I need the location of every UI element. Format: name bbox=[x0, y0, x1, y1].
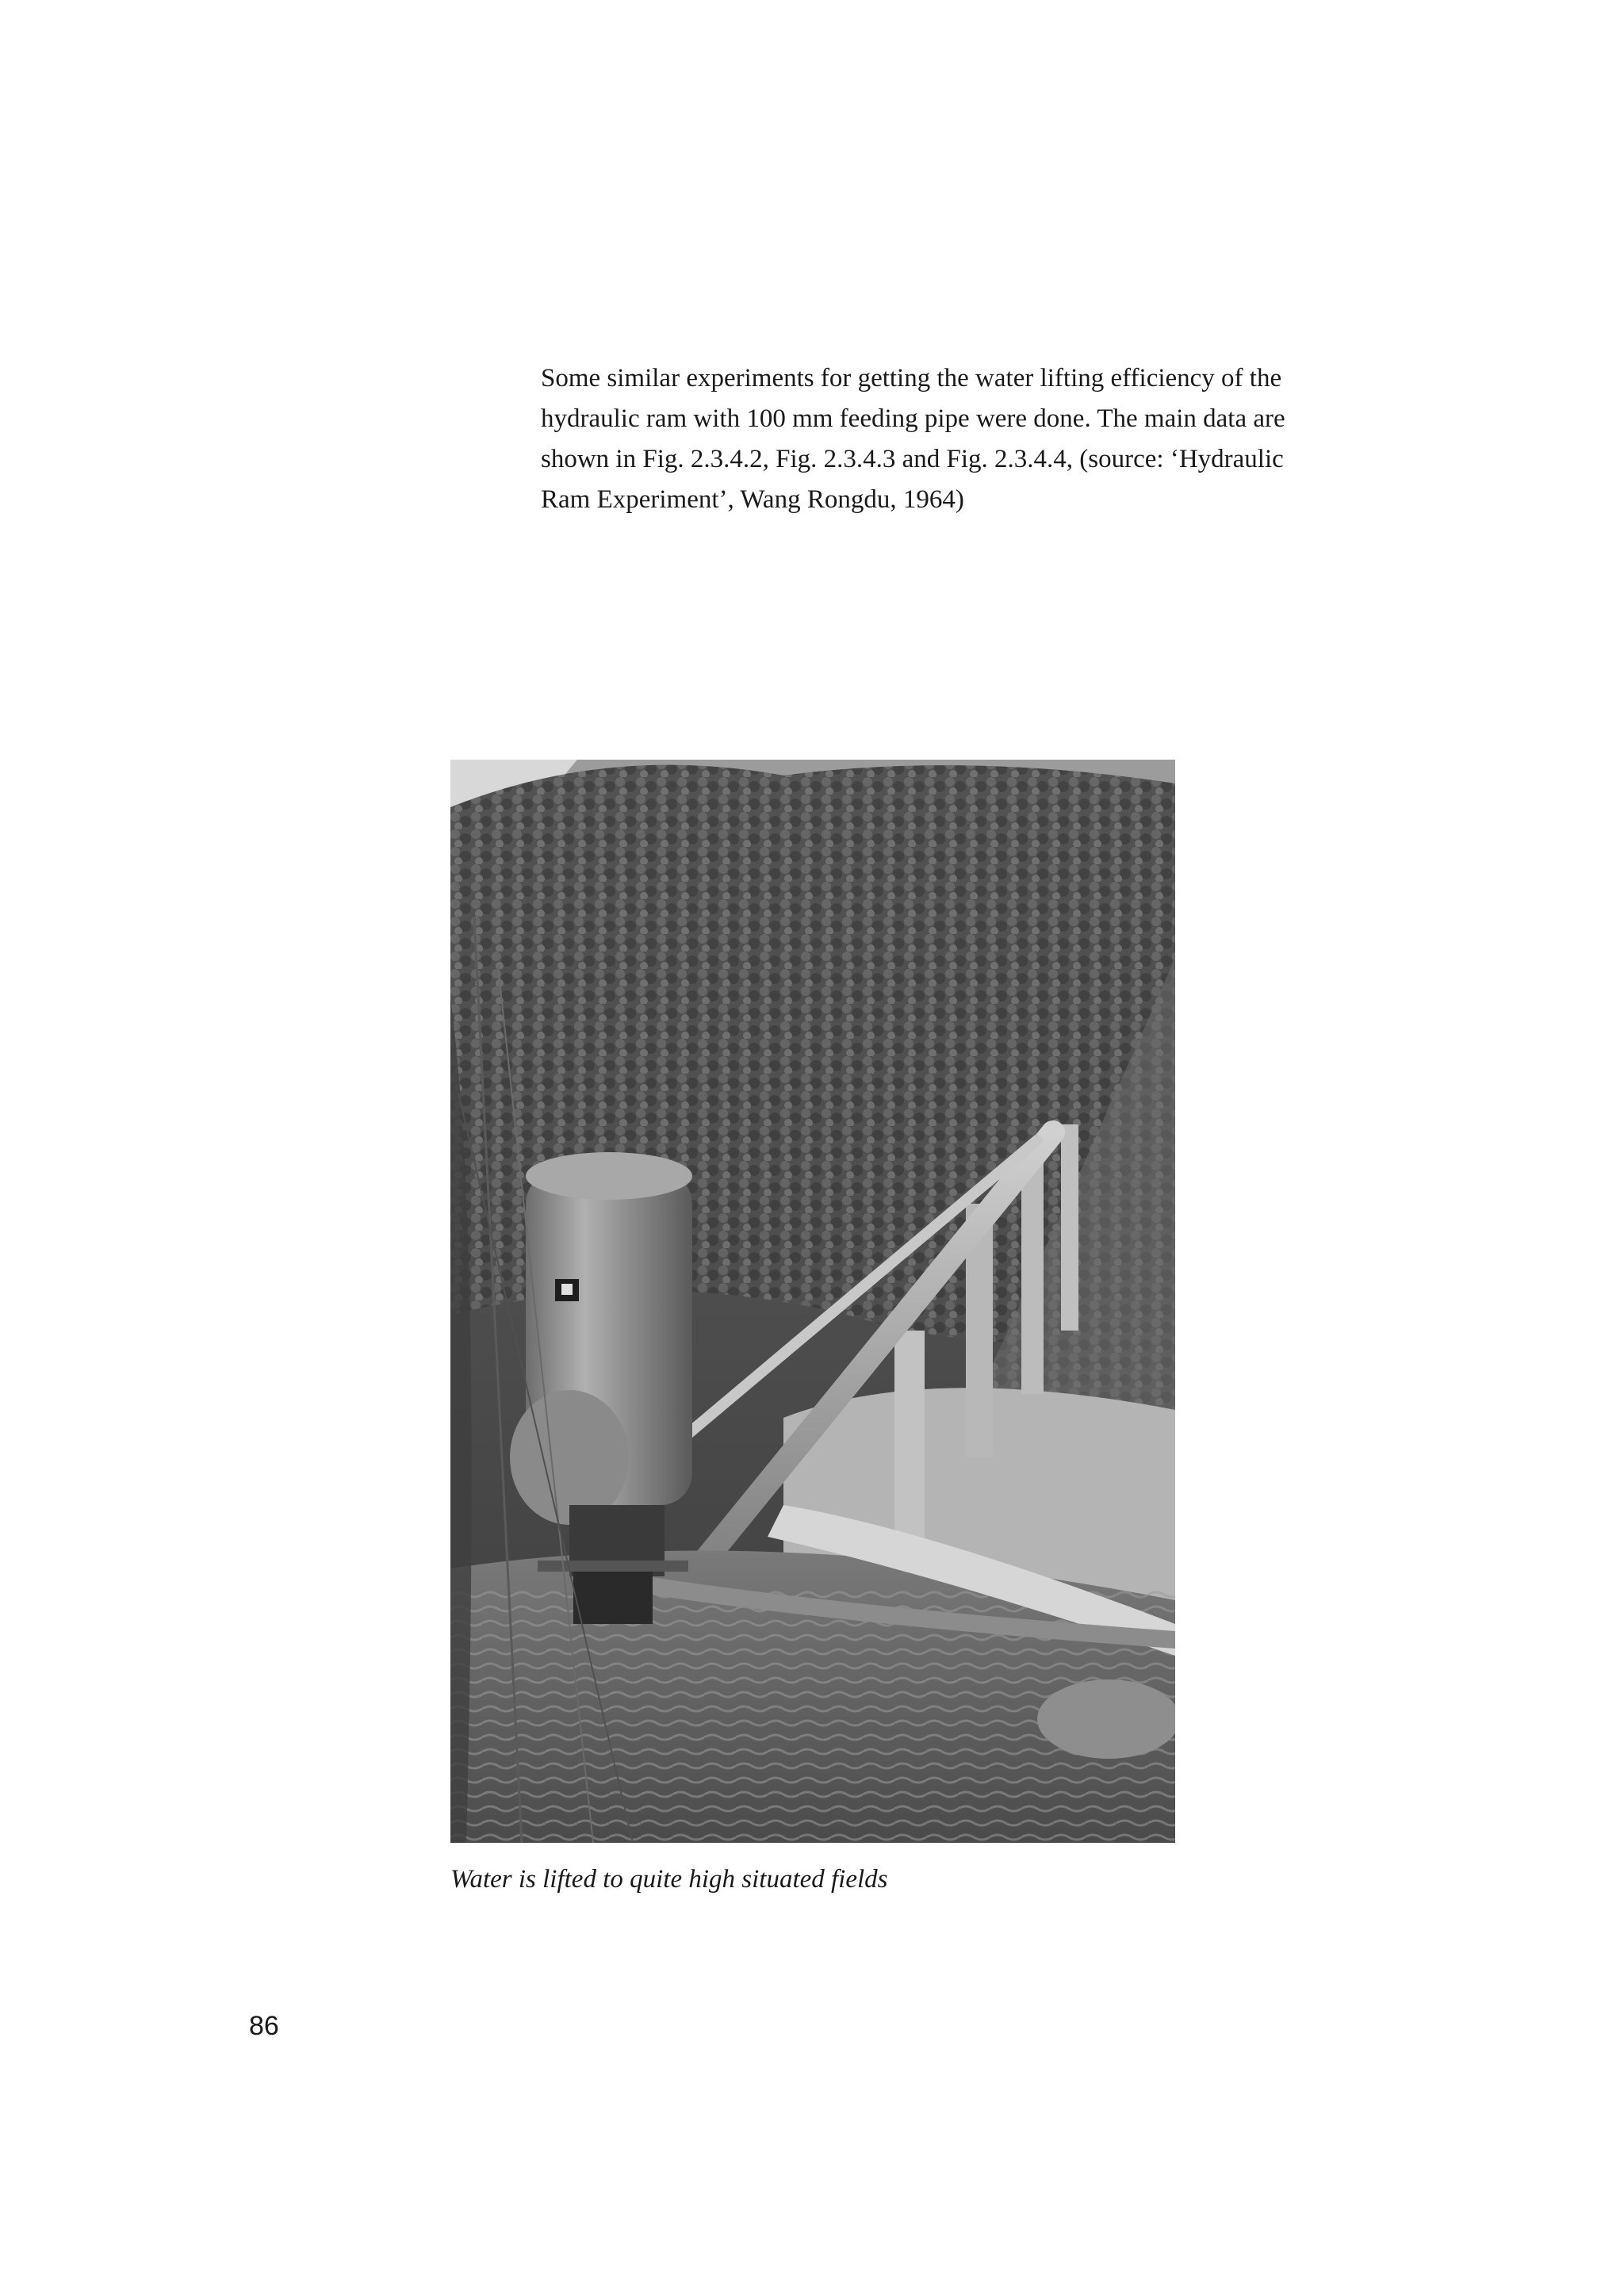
photo-illustration bbox=[450, 760, 1175, 1843]
page-number: 86 bbox=[249, 2011, 279, 2041]
hydraulic-ram-photo bbox=[450, 760, 1175, 1843]
figure-caption: Water is lifted to quite high situated fields bbox=[450, 1865, 888, 1894]
body-paragraph: Some similar experiments for getting the water lifting efficiency of the hydraulic ram with 100 mm feeding pipe were done. The main data are shown in Fig. 2.3.4.2, Fig. 2.3.4.3 and Fig. 2.3.4.4, (source: ‘Hydraulic Ram Experiment’, Wang Rongdu, 1964) bbox=[541, 364, 1285, 514]
